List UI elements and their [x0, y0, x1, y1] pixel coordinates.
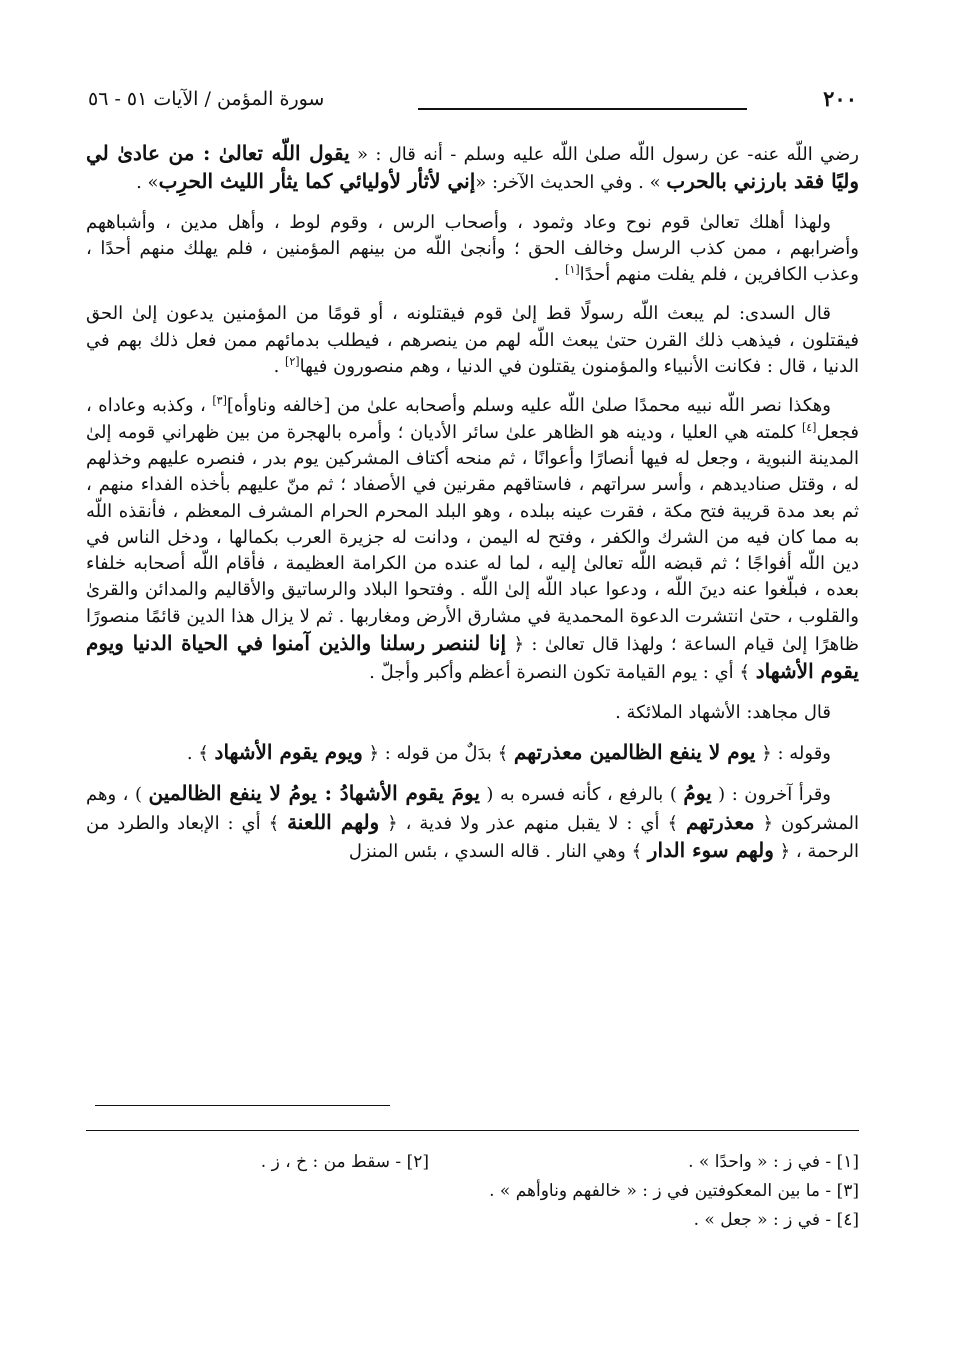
paragraph-7 [86, 780, 859, 865]
paragraph-5: قال مجاهد: الأشهاد الملائكة . [615, 701, 831, 723]
text-underline [95, 1105, 390, 1106]
text-segment: . [273, 356, 286, 378]
hadith-quote: يقول اللّه تعالىٰ : من عادىٰ لي وليًا فقد بارزني بالحرب [86, 141, 859, 194]
page-header [88, 86, 857, 120]
text-segment: كلمته هي العليا ، ودينه هو الظاهر علىٰ سائر الأديان ؛ وأمره بالهجرة من بين ظهراني قومه إلىٰ المدينة النبوية ، وجعل له فيها أنصارًا وأعوانًا ، ثم منحه أكتاف المشركين يوم بدر ، فنصره عليهم وخذلهم له ، وقتل صناديدهم ، وأسر سراتهم ، فاستاقهم مقرنين في الأصفاد ؛ ثم منّ عليهم بأخذه الفداء منهم ، ثم بعد مدة قريبة فتح مكة ، فقرت عينه ببلده ، وهو البلد المحرم الحرام المشرف المعظم ، فأنقذه اللّه به مما كان فيه من الشرك والكفر ، وفتح له اليمن ، ودانت له جزيرة العرب بكمالها ، ودخل الناس في دين اللّه أفواجًا ؛ ثم قبضه اللّه تعالىٰ إليه ، لما له عنده من الكرامة العظيمة ، فأقام اللّه أصحابه خلفاء بعده ، فبلّغوا عنه دينَ اللّه ، ودعوا عباد اللّه إلىٰ اللّه . وفتحوا البلاد والرساتيق والأقاليم والمدائن والقرىٰ والقلوب ، حتىٰ انتشرت الدعوة المحمدية في مشارق الأرض ومغاربها . ثم لا يزال هذا الدين قائمًا منصورًا ظاهرًا إلىٰ قيام الساعة ؛ ولهذا قال تعالىٰ : ﴿ [86, 421, 859, 656]
text-segment: ﴾ أي : يوم القيامة تكون النصرة أعظم وأكبر وأجلّ . [369, 662, 756, 684]
footnote-row [86, 1148, 859, 1177]
footnote-1: [١] - في ز : « واحدًا » . [688, 1152, 859, 1172]
paragraph-4 [86, 393, 859, 686]
text-segment: ﴾ وهي النار . قاله السدي ، بئس المنزل [348, 840, 648, 862]
text-segment: قال السدى: لم يبعث اللّه رسولًا قط إلىٰ قوم فيقتلونه ، أو قومًا من المؤمنين يدعون إلىٰ الحق فيقتلون ، فيذهب ذلك القرن حتىٰ يبعث اللّه لهم من ينصرهم ، فيطلب بدمائهم ممن فعل ذلك بهم في الدنيا ، قال : فكانت الأنبياء والمؤمنون يقتلون في الدنيا ، وهم منصورون فيها [86, 303, 859, 378]
hadith-quote: إني لأثأر لأوليائي كما يثأر الليث الحرِب [158, 169, 476, 194]
footnotes [86, 1148, 859, 1235]
footnote-row [86, 1177, 859, 1206]
text-segment: ) بالرفع ، كأنه فسره به ( [479, 784, 684, 806]
text-segment: ﴾ أي : لا يقبل منهم عذر ولا فدية ، ﴿ [379, 812, 686, 834]
text-segment: . [553, 264, 566, 286]
text-segment: وقرأ آخرون : ( [711, 784, 831, 806]
quran-verse: يوم لا ينفع الظالمين معذرتهم [513, 739, 756, 764]
footnote-marker: [٣] [212, 394, 227, 408]
page-number: ٢٠٠ [823, 86, 857, 111]
paragraph-2 [86, 210, 859, 289]
quran-verse: ويوم يقوم الأشهاد [214, 739, 363, 764]
footnote-marker: [١] [565, 263, 580, 277]
footnote-marker: [٢] [285, 355, 300, 369]
main-text [86, 140, 859, 878]
footnote-4: [٤] - في ز : « جعل » . [693, 1210, 859, 1230]
paragraph-1 [86, 140, 859, 197]
text-segment: رضي اللّه عنه- عن رسول اللّه صلىٰ اللّه عليه وسلم - أنه قال : « [349, 144, 859, 165]
paragraph-6 [86, 739, 859, 767]
quran-verse: إنا لننصر رسلنا والذين آمنوا في الحياة الدنيا ويوم يقوم الأشهاد [86, 631, 859, 684]
footnote-3: [٣] - ما بين المعكوفتين في ز : « خالفهم وناوأهم » . [489, 1181, 859, 1201]
paragraph-3 [86, 301, 859, 380]
footnote-2: [٢] - سقط من : خ ، ز . [260, 1152, 429, 1172]
text-segment: ﴾ . [186, 742, 215, 764]
footnote-separator [86, 1130, 859, 1131]
text-segment: ﴾ أي : الإبعاد والطرد من الرحمة ، ﴿ [86, 812, 859, 862]
footnote-marker: [٤] [801, 420, 817, 434]
footnote-row [86, 1206, 859, 1235]
quran-verse: معذرتهم [685, 809, 755, 834]
text-segment: وهكذا نصر اللّه نبيه محمدًا صلىٰ اللّه عليه وسلم وأصحابه علىٰ من [خالفه وناوأه] [226, 395, 831, 417]
quran-verse: يومَ يقوم الأشهادُ : يومُ لا ينفع الظالمين [148, 781, 480, 806]
quran-verse: ولهم اللعنة [287, 809, 380, 834]
text-segment: » . وفي الحديث الآخر: « [475, 172, 667, 194]
text-segment: ﴾ بدَلٌ من قوله : ﴿ [362, 742, 514, 764]
text-segment: ولهذا أهلك تعالىٰ قوم نوح وعاد وثمود ، وأصحاب الرس ، وقوم لوط ، وأهل مدين ، وأشباههم وأضرابهم ، ممن كذب الرسل وخالف الحق ؛ وأنجىٰ اللّه من بينهم المؤمنين ، فلم يهلك منهم أحدًا ، وعذب الكافرين ، فلم يفلت منهم أحدًا [86, 211, 859, 286]
header-rule [418, 108, 747, 110]
text-segment: » . [136, 172, 159, 194]
text-segment: ) ، وهم المشركون ﴿ [86, 784, 859, 834]
text-segment: وقوله : ﴿ [755, 742, 831, 764]
running-title: سورة المؤمن / الآيات ٥١ - ٥٦ [88, 88, 325, 110]
quran-verse: ولهم سوء الدار [647, 837, 774, 862]
quran-verse: يومُ [683, 781, 712, 806]
text-segment: ، وكذبه وعاداه ، فجعل [86, 395, 859, 443]
